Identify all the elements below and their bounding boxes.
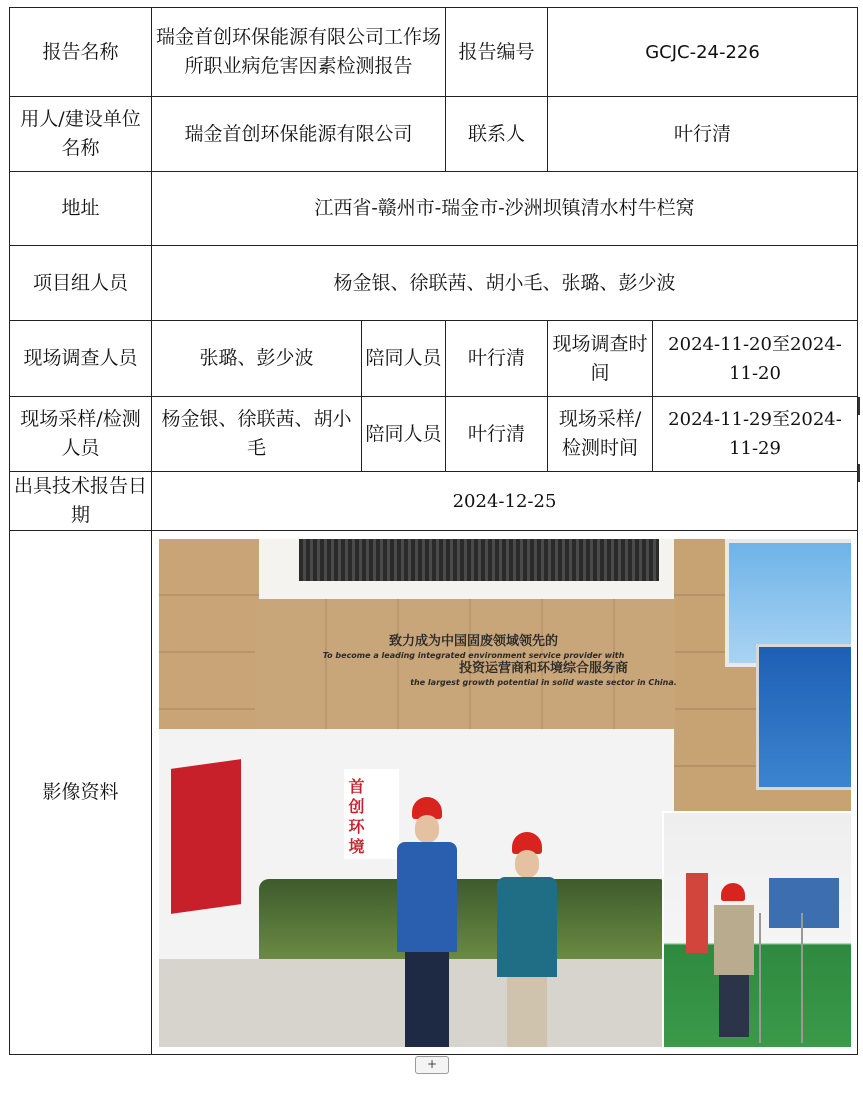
photo-red-sign <box>171 759 241 914</box>
survey-time-value: 2024-11-20至2024-11-20 <box>653 321 858 397</box>
table-row <box>10 8 858 97</box>
survey-staff-label: 现场调查人员 <box>10 321 152 397</box>
edge-marker <box>858 464 860 482</box>
slogan-en-1: To become a leading integrated environment service provider with <box>322 650 625 660</box>
helmet-icon <box>721 883 745 901</box>
photo-person-trousers <box>405 952 449 1047</box>
photo-person-trousers <box>507 977 547 1047</box>
photo-slogan <box>264 634 684 688</box>
employer-value: 瑞金首创环保能源有限公司 <box>152 97 446 172</box>
sampling-time-label: 现场采样/检测时间 <box>548 397 653 472</box>
report-name-label: 报告名称 <box>10 8 152 97</box>
contact-label: 联系人 <box>446 97 548 172</box>
report-no-value: GCJC-24-226 <box>548 8 858 97</box>
issue-date-label: 出具技术报告日期 <box>10 472 152 531</box>
survey-staff-value: 张璐、彭少波 <box>152 321 362 397</box>
team-label: 项目组人员 <box>10 246 152 321</box>
add-row-button[interactable]: + <box>415 1056 449 1074</box>
photo-cell <box>152 531 858 1055</box>
address-value: 江西省-赣州市-瑞金市-沙洲坝镇清水村牛栏窝 <box>152 172 858 246</box>
photo-ceiling-vent <box>299 539 659 581</box>
table-row <box>10 172 858 246</box>
inset-person <box>709 883 759 1043</box>
table-row <box>10 246 858 321</box>
table-row <box>10 97 858 172</box>
table-row <box>10 321 858 397</box>
inset-person-jacket <box>714 905 754 975</box>
photo-person-left <box>377 797 477 1047</box>
sampling-escort-value: 叶行清 <box>446 397 548 472</box>
photo-person-jacket <box>497 877 557 977</box>
photo-person-right <box>482 832 572 1047</box>
report-info-table <box>9 7 858 1055</box>
issue-date-value: 2024-12-25 <box>152 472 858 531</box>
photo-info-board <box>756 644 851 790</box>
photo-person-head <box>515 850 539 878</box>
photo-inset-measurement <box>662 811 851 1047</box>
report-name-value: 瑞金首创环保能源有限公司工作场所职业病危害因素检测报告 <box>152 8 446 97</box>
slogan-cn-1: 致力成为中国固废领域领先的 <box>388 633 558 649</box>
survey-escort-label: 陪同人员 <box>362 321 446 397</box>
slogan-en-2: the largest growth potential in solid waste sector in China. <box>410 677 677 687</box>
survey-escort-value: 叶行清 <box>446 321 548 397</box>
table-row <box>10 531 858 1055</box>
report-no-label: 报告编号 <box>446 8 548 97</box>
slogan-cn-2: 投资运营商和环境综合服务商 <box>458 660 628 676</box>
site-photo <box>159 539 851 1047</box>
inset-door <box>686 873 708 953</box>
table-row <box>10 397 858 472</box>
photo-person-head <box>415 815 439 843</box>
image-label: 影像资料 <box>10 531 152 1055</box>
photo-wood-wall-left <box>159 539 259 759</box>
photo-brand-text: 首创环境 <box>348 776 365 856</box>
table-row <box>10 472 858 531</box>
survey-time-label: 现场调查时间 <box>548 321 653 397</box>
team-value: 杨金银、徐联茜、胡小毛、张璐、彭少波 <box>152 246 858 321</box>
inset-person-trousers <box>719 975 749 1037</box>
inset-tripod <box>759 913 803 1043</box>
sampling-escort-label: 陪同人员 <box>362 397 446 472</box>
contact-value: 叶行清 <box>548 97 858 172</box>
address-label: 地址 <box>10 172 152 246</box>
sampling-staff-value: 杨金银、徐联茜、胡小毛 <box>152 397 362 472</box>
sampling-time-value: 2024-11-29至2024-11-29 <box>653 397 858 472</box>
employer-label: 用人/建设单位名称 <box>10 97 152 172</box>
photo-person-jacket <box>397 842 457 952</box>
sampling-staff-label: 现场采样/检测人员 <box>10 397 152 472</box>
edge-marker <box>858 397 860 415</box>
